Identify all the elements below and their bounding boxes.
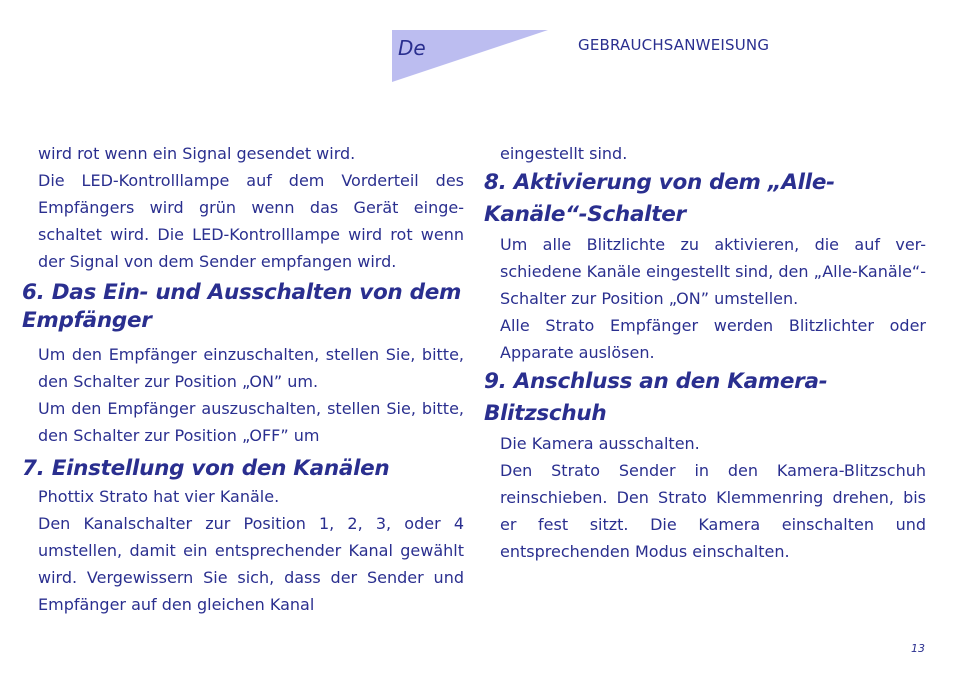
section-9-paragraph-camera-off: Die Kamera ausschalten. [500,434,700,453]
left-column [22,140,464,618]
section-7-title: 7. Einstellung von den Kanälen [22,456,390,481]
page-number: 13 [911,642,925,655]
section-6-paragraph-off: Um den Empfänger auszuschalten, stellen Sie, bitte, den Schalter zur Position „OFF” um [38,399,464,445]
section-7-paragraph-channels: Phottix Strato hat vier Kanäle. [38,487,280,506]
section-6-paragraph-on: Um den Empfänger einzuschalten, stellen Sie, bitte, den Schalter zur Position „ON” um. [38,345,464,391]
section-9-paragraph-mount: Den Strato Sender in den Kamera-Blitzschuh reinschieben. Den Strato Klemmenring drehen, bis er fest sitzt. Die Kamera einschalten und entsprechenden Modus einschalten. [500,461,926,561]
section-6-title: 6. Das Ein- und Ausschalten von dem Empfänger [22,280,462,333]
section-8-paragraph-trigger: Alle Strato Empfänger werden Blitzlichter oder Apparate auslösen. [500,316,926,362]
section-8-paragraph-activate: Um alle Blitzlichte zu aktivieren, die auf ver-schiedene Kanäle eingestellt sind, den „Alle-Kanäle“-Schalter zur Position „ON” umstellen. [500,235,926,308]
section-9-title: 9. Anschluss an den Kamera-Blitzschuh [484,369,828,426]
section-8-title: 8. Aktivierung von dem „Alle-Kanäle“-Schalter [484,170,835,227]
language-label: De [398,36,426,60]
section-7-paragraph-switch: Den Kanalschalter zur Position 1, 2, 3, oder 4 umstellen, damit ein entsprechender Kanal gewählt wird. Vergewissern Sie sich, dass der Sender und Empfänger auf den gleichen Kanal [38,514,464,614]
right-column [484,140,926,565]
language-tab [392,30,548,82]
paragraph-channel-set: eingestellt sind. [500,144,628,163]
document-type-header: GEBRAUCHSANWEISUNG [578,36,770,54]
paragraph-signal-red: wird rot wenn ein Signal gesendet wird. [38,144,356,163]
paragraph-led-description: Die LED-Kontrolllampe auf dem Vorderteil des Empfängers wird grün wenn das Gerät einge-schaltet wird. Die LED-Kontrolllampe wird rot wenn der Signal von dem Sender empfangen wird. [38,171,464,271]
